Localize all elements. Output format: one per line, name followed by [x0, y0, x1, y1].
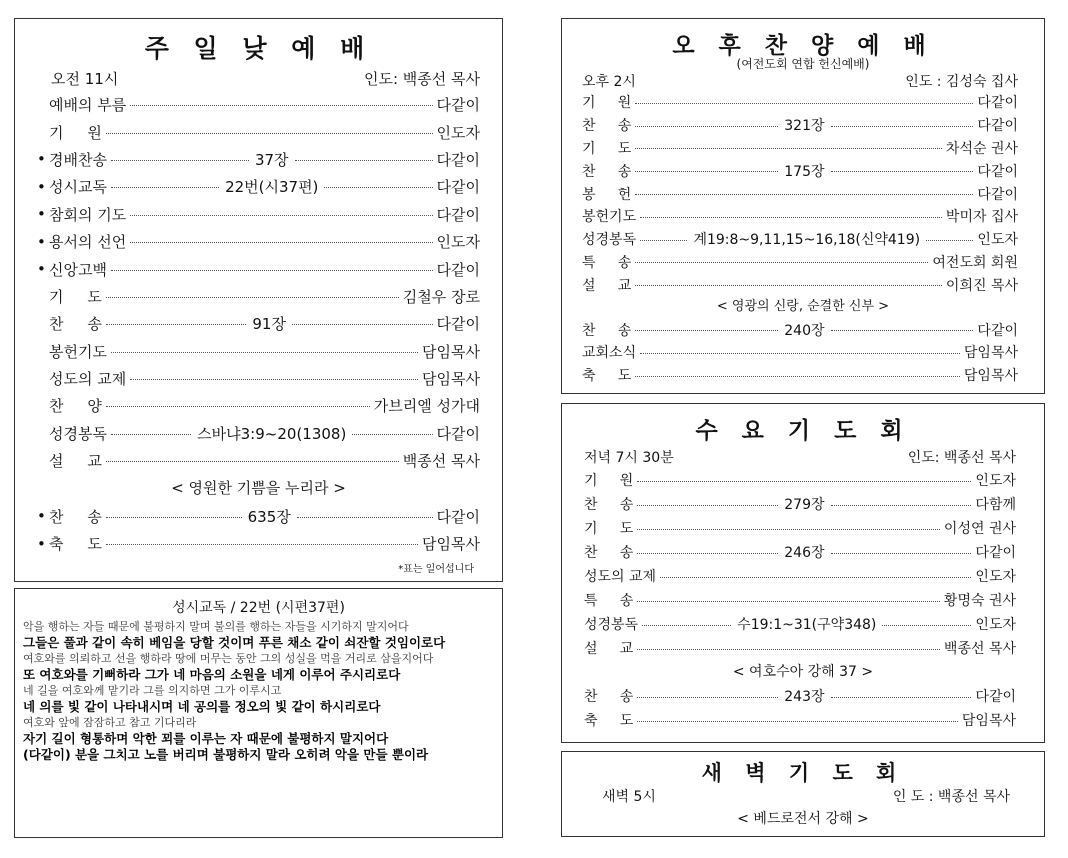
order-item-person: 인도자	[436, 233, 480, 252]
order-item	[584, 588, 1016, 612]
wednesday-order-list-end	[562, 684, 1044, 732]
stand-note: *표는 일어섭니다	[398, 564, 474, 575]
order-item	[584, 612, 1016, 636]
sunday-sermon-title: < 영원한 기쁨을 누리라 >	[171, 479, 346, 498]
order-item-name: 성시교독	[49, 178, 107, 197]
order-item-person: 인도자	[436, 123, 480, 142]
order-item-name: 찬 송	[49, 315, 102, 334]
afternoon-time: 오후 2시	[582, 74, 636, 90]
order-item	[582, 341, 1018, 364]
dawn-leader: 인 도 : 백종선 목사	[892, 789, 1010, 805]
order-item	[582, 114, 1018, 137]
wednesday-sermon-title: < 여호수아 강해 37 >	[732, 664, 874, 680]
order-item-detail: 22번(시37편)	[225, 178, 319, 197]
stand-mark: •	[37, 150, 46, 169]
order-item-name: 찬 송	[582, 322, 632, 339]
order-item-person: 다같이	[436, 424, 480, 443]
order-item-detail: 91장	[252, 315, 286, 334]
order-item-name: 찬 송	[582, 118, 632, 135]
order-item-person: 다같이	[436, 96, 480, 115]
reading-line: 그들은 풀과 같이 속히 베임을 당할 것이며 푸른 채소 같이 쇠잔할 것임이로다	[23, 635, 446, 650]
order-item-person: 인도자	[975, 569, 1016, 585]
order-item-person: 차석순 권사	[945, 140, 1018, 157]
dawn-sermon-title: < 베드로전서 강해 >	[737, 811, 869, 827]
order-item-person: 이성연 권사	[943, 521, 1016, 537]
order-item-name: 성도의 교제	[584, 569, 657, 585]
order-item	[37, 283, 480, 310]
order-item	[37, 392, 480, 419]
order-item-detail: 246장	[784, 545, 825, 561]
reading-line: 악을 행하는 자들 때문에 불평하지 말며 불의를 행하는 자들을 시기하지 말지어다	[23, 620, 409, 633]
order-item-detail: 240장	[784, 322, 825, 339]
reading-line: 여호와 앞에 잠잠하고 참고 기다리라	[23, 716, 197, 729]
order-item-name: 기 도	[49, 287, 102, 306]
order-item	[582, 228, 1018, 251]
wednesday-prayer-title: 수 요 기 도 회	[695, 418, 911, 444]
order-item	[37, 173, 480, 200]
wednesday-leader: 인도: 백종선 목사	[907, 450, 1016, 466]
order-item-name: 찬 송	[584, 497, 634, 513]
stand-mark: •	[37, 205, 46, 224]
order-item-detail: 321장	[784, 118, 825, 135]
order-item-person: 인도자	[975, 473, 1016, 489]
sunday-order-list	[15, 91, 502, 474]
afternoon-header-row	[562, 71, 1044, 91]
sunday-time: 오전 11시	[51, 69, 119, 88]
afternoon-service-box	[561, 18, 1045, 394]
order-item	[37, 502, 480, 529]
order-item-person: 다같이	[436, 260, 480, 279]
order-item-name: 성도의 교제	[49, 370, 127, 389]
order-item	[582, 182, 1018, 205]
sunday-leader: 인도: 백종선 목사	[363, 69, 480, 88]
afternoon-sermon-title: < 영광의 신랑, 순결한 신부 >	[716, 299, 890, 315]
order-item-name: 교회소식	[582, 345, 637, 362]
order-item-name: 설 교	[584, 641, 634, 657]
order-item-person: 여전도회 회원	[932, 254, 1018, 271]
order-item-person: 다같이	[436, 315, 480, 334]
order-item	[37, 228, 480, 255]
order-item-name: 기 도	[582, 140, 632, 157]
order-item-name: 기 원	[49, 123, 102, 142]
stand-mark: •	[37, 260, 46, 279]
order-item	[584, 564, 1016, 588]
order-item	[584, 468, 1016, 492]
wednesday-order-list	[562, 468, 1044, 660]
order-item	[37, 338, 480, 365]
responsive-reading-text	[15, 619, 502, 763]
stand-mark: •	[37, 534, 46, 553]
order-item-detail: 37장	[254, 150, 289, 169]
order-item	[582, 137, 1018, 160]
order-item-person: 인도자	[977, 232, 1018, 249]
wednesday-header-row	[562, 446, 1044, 468]
order-item-detail: 175장	[784, 163, 825, 180]
reading-line: 자기 길이 형통하며 악한 꾀를 이루는 자 때문에 불평하지 말지어다	[23, 731, 389, 746]
order-item-name: 축 도	[584, 713, 634, 729]
order-item-person: 다같이	[977, 186, 1018, 203]
order-item	[584, 492, 1016, 516]
afternoon-order-list-end	[562, 318, 1044, 386]
order-item-name: 설 교	[582, 277, 632, 294]
afternoon-service-subtitle: (여전도회 연합 헌신예배)	[736, 57, 870, 71]
order-item-name: 특 송	[582, 254, 632, 271]
order-item-name: 용서의 선언	[49, 233, 127, 252]
order-item-person: 다같이	[977, 163, 1018, 180]
reading-line: 또 여호와를 기뻐하라 그가 네 마음의 소원을 네게 이루어 주시리로다	[23, 667, 401, 682]
dawn-header-row	[562, 785, 1044, 807]
order-item	[582, 91, 1018, 114]
order-item-person: 다같이	[436, 507, 480, 526]
stand-mark: •	[37, 232, 46, 251]
order-item	[37, 420, 480, 447]
order-item	[584, 516, 1016, 540]
order-item-name: 찬 송	[49, 507, 102, 526]
order-item-person: 담임목사	[422, 342, 480, 361]
order-item	[582, 159, 1018, 182]
afternoon-order-list	[562, 91, 1044, 296]
reading-line: (다같이) 분을 그치고 노를 버리며 불평하지 말라 오히려 악을 만들 뿐이라	[23, 747, 429, 762]
order-item-name: 찬 송	[584, 545, 634, 561]
order-item-person: 다같이	[436, 178, 480, 197]
order-item	[582, 318, 1018, 341]
order-item-name: 예배의 부름	[49, 96, 127, 115]
reading-line: 여호와를 의뢰하고 선을 행하라 땅에 머무는 동안 그의 성실을 먹을 거리로 삼을지어다	[23, 652, 434, 665]
order-item-detail: 635장	[247, 507, 291, 526]
order-item-detail: 279장	[784, 497, 825, 513]
wednesday-time: 저녁 7시 30분	[584, 450, 674, 466]
sunday-service-box	[14, 18, 503, 582]
wednesday-prayer-box	[561, 403, 1045, 743]
order-item-person: 담임목사	[963, 368, 1018, 385]
order-item-name: 기 원	[582, 95, 632, 112]
order-item-person: 다같이	[977, 322, 1018, 339]
order-item-name: 신앙고백	[49, 260, 107, 279]
order-item-person: 담임목사	[422, 535, 480, 554]
stand-mark: •	[37, 177, 46, 196]
order-item-person: 황명숙 권사	[943, 593, 1016, 609]
order-item-person: 인도자	[975, 617, 1016, 633]
sunday-order-list-end	[15, 502, 502, 557]
order-item-person: 박미자 집사	[945, 209, 1018, 226]
order-item-name: 찬 송	[582, 163, 632, 180]
order-item-person: 다같이	[436, 150, 480, 169]
dawn-prayer-box	[561, 751, 1045, 837]
order-item-person: 다같이	[977, 118, 1018, 135]
reading-line: 네 의를 빛 같이 나타내시며 네 공의를 정오의 빛 같이 하시리로다	[23, 699, 381, 714]
order-item-name: 기 도	[584, 521, 634, 537]
order-item	[37, 365, 480, 392]
order-item	[37, 310, 480, 337]
order-item	[582, 205, 1018, 228]
stand-mark: •	[37, 507, 46, 526]
order-item-name: 성경봉독	[582, 232, 637, 249]
order-item-name: 찬 송	[584, 689, 634, 705]
dawn-prayer-title: 새 벽 기 도 회	[701, 761, 905, 785]
order-item-detail: 수19:1~31(구약348)	[737, 617, 877, 633]
order-item-detail: 계19:8~9,11,15~16,18(신약419)	[693, 232, 921, 249]
order-item-name: 축 도	[582, 368, 632, 385]
order-item	[582, 364, 1018, 387]
order-item-person: 이희진 목사	[945, 277, 1018, 294]
order-item-detail: 243장	[784, 689, 825, 705]
order-item	[37, 91, 480, 118]
order-item-name: 찬 양	[49, 397, 102, 416]
order-item	[584, 684, 1016, 708]
order-item-name: 특 송	[584, 593, 634, 609]
responsive-reading-box	[14, 588, 503, 838]
order-item-person: 다같이	[977, 95, 1018, 112]
order-item	[584, 708, 1016, 732]
reading-line: 네 길을 여호와께 맡기라 그를 의지하면 그가 이루시고	[23, 684, 282, 697]
order-item	[37, 201, 480, 228]
order-item-person: 김철우 장로	[402, 287, 480, 306]
order-item-name: 성경봉독	[49, 424, 107, 443]
order-item-name: 설 교	[49, 452, 102, 471]
order-item-person: 다같이	[436, 205, 480, 224]
order-item	[584, 540, 1016, 564]
sunday-service-title: 주 일 낮 예 배	[144, 34, 373, 63]
order-item	[582, 251, 1018, 274]
order-item	[582, 273, 1018, 296]
order-item-name: 성경봉독	[584, 617, 639, 633]
order-item-person: 백종선 목사	[943, 641, 1016, 657]
order-item	[37, 118, 480, 145]
order-item-person: 가브리엘 성가대	[373, 397, 480, 416]
afternoon-service-title: 오 후 찬 양 예 배	[672, 33, 934, 59]
order-item-person: 담임목사	[963, 345, 1018, 362]
order-item-name: 봉헌기도	[49, 342, 107, 361]
sunday-header-row	[15, 65, 502, 91]
order-item	[37, 146, 480, 173]
order-item-person: 담임목사	[422, 370, 480, 389]
order-item-name: 봉헌기도	[582, 209, 637, 226]
order-item-person: 다같이	[975, 545, 1016, 561]
order-item-person: 백종선 목사	[402, 452, 480, 471]
dawn-time: 새벽 5시	[602, 789, 656, 805]
afternoon-leader: 인도 : 김성숙 집사	[905, 74, 1018, 90]
order-item-name: 경배찬송	[49, 150, 107, 169]
order-item-detail: 스바냐3:9~20(1308)	[197, 424, 347, 443]
order-item-person: 다같이	[975, 689, 1016, 705]
order-item	[37, 530, 480, 557]
order-item	[37, 447, 480, 474]
order-item	[584, 636, 1016, 660]
order-item-person: 다함께	[975, 497, 1016, 513]
order-item-name: 참회의 기도	[49, 205, 127, 224]
order-item-name: 축 도	[49, 535, 102, 554]
order-item-person: 담임목사	[961, 713, 1016, 729]
responsive-reading-title: 성시교독 / 22번 (시편37편)	[172, 600, 345, 616]
order-item-name: 기 원	[584, 473, 634, 489]
order-item	[37, 255, 480, 282]
order-item-name: 봉 헌	[582, 186, 632, 203]
